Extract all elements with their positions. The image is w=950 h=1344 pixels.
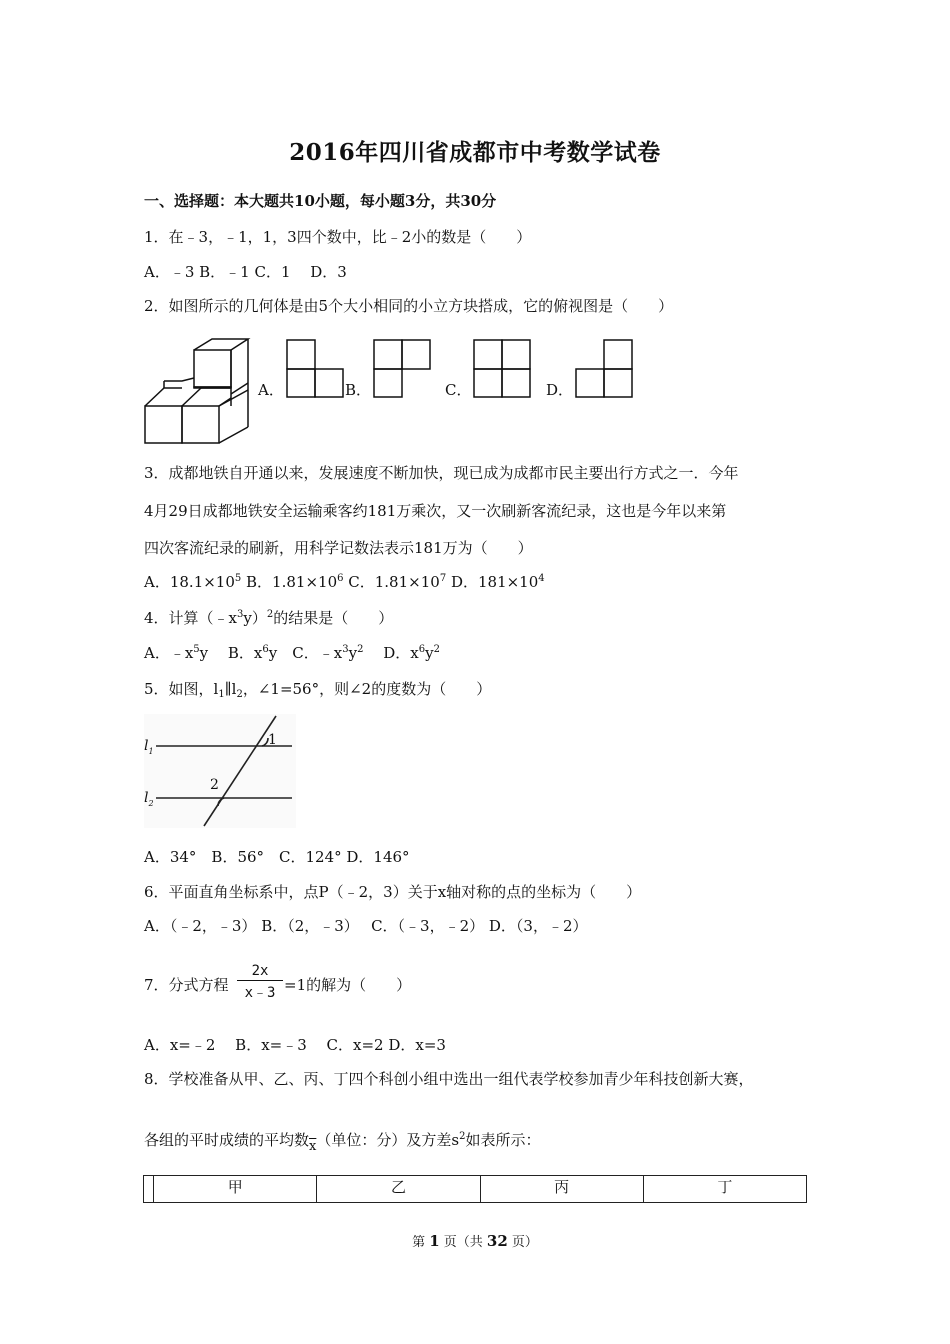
option-text: A．18.1×10 xyxy=(144,573,235,591)
fraction-denominator: x﹣3 xyxy=(244,985,276,1001)
question-4-stem xyxy=(144,607,393,628)
question-1-options: A．﹣3 B．﹣1 C．1 D．3 xyxy=(144,263,347,281)
line-l2-label: $l_2$ xyxy=(144,790,154,808)
exponent: 6 xyxy=(262,644,269,655)
option-text: y xyxy=(425,644,434,662)
exponent: 3 xyxy=(237,609,244,620)
table-header-cell: 甲 xyxy=(154,1176,317,1203)
stem-text: 如表所示： xyxy=(465,1131,541,1149)
option-text: C．1.81×10 xyxy=(343,573,440,591)
angle-2-label: 2 xyxy=(210,777,219,793)
stem-text: ，∠1=56°，则∠2的度数为（ ） xyxy=(242,680,492,698)
table-header-cell: 丁 xyxy=(643,1176,806,1203)
option-text: A．﹣x xyxy=(144,644,194,662)
section-heading: 一、选择题：本大题共10小题，每小题3分，共30分 xyxy=(144,192,497,210)
subscript: 1 xyxy=(218,689,225,700)
exponent: 4 xyxy=(538,573,545,584)
question-7-stem-a: 7．分式方程 xyxy=(144,976,229,994)
cube-solid-figure xyxy=(144,338,252,448)
exponent: 2 xyxy=(357,644,364,655)
stem-text: 各组的平时成绩的平均数 xyxy=(144,1131,310,1149)
stem-text: 的结果是（ ） xyxy=(273,609,394,627)
stem-text: ∥l xyxy=(224,680,237,698)
exponent: 3 xyxy=(342,644,349,655)
fraction xyxy=(237,963,283,1002)
footer-text: 第 xyxy=(412,1235,430,1250)
table-header-cell xyxy=(144,1176,154,1203)
question-3-line-3: 四次客流纪录的刷新，用科学记数法表示181万为（ ） xyxy=(144,539,533,557)
exponent: 6 xyxy=(418,644,426,655)
stem-text: （单位：分）及方差s xyxy=(316,1131,460,1149)
stem-text: 5．如图，l xyxy=(144,680,219,698)
option-d-top-view xyxy=(575,339,633,399)
line-l1-label: $l_1$ xyxy=(144,738,154,756)
exponent: 5 xyxy=(234,573,242,584)
option-text: y C．﹣x xyxy=(268,644,343,662)
parallel-lines-figure xyxy=(144,714,296,828)
footer-text: 页） xyxy=(507,1235,538,1250)
table-row xyxy=(144,1176,807,1203)
stem-text: 4．计算（﹣x xyxy=(144,609,238,627)
exponent: 6 xyxy=(337,573,344,584)
option-a-label: A． xyxy=(258,381,284,399)
question-8-line-2 xyxy=(144,1129,540,1154)
question-7-options: A．x=﹣2 B．x=﹣3 C．x=2 D．x=3 xyxy=(144,1036,446,1054)
option-text: D．181×10 xyxy=(446,573,539,591)
question-7-stem-b: =1的解为（ ） xyxy=(284,976,412,994)
option-c-top-view xyxy=(473,339,531,399)
page-title: 2016年四川省成都市中考数学试卷 xyxy=(289,139,661,166)
question-6-options: A．（﹣2，﹣3） B．（2，﹣3） C．（﹣3，﹣2） D．（3，﹣2） xyxy=(144,917,588,935)
question-1-stem: 1．在﹣3，﹣1，1，3四个数中，比﹣2小的数是（ ） xyxy=(144,228,532,246)
option-text: B．1.81×10 xyxy=(241,573,338,591)
footer-text: 页（共 xyxy=(439,1235,487,1250)
option-c-label: C． xyxy=(445,381,472,399)
question-6-stem: 6．平面直角坐标系中，点P（﹣2，3）关于x轴对称的点的坐标为（ ） xyxy=(144,883,642,901)
exponent: 5 xyxy=(193,644,200,655)
option-text: y xyxy=(348,644,358,662)
option-b-label: B． xyxy=(345,381,372,399)
question-3-options xyxy=(144,571,545,592)
question-5-options: A．34° B．56° C．124° D．146° xyxy=(144,848,410,866)
page-number: 1 xyxy=(429,1232,440,1250)
question-5-stem xyxy=(144,678,491,699)
option-d-label: D． xyxy=(546,381,574,399)
question-4-options xyxy=(144,642,440,663)
stem-text: y） xyxy=(243,609,267,627)
angle-1-label: 1 xyxy=(268,732,277,748)
exponent: 2 xyxy=(433,644,440,655)
table-header-cell: 丙 xyxy=(480,1176,643,1203)
exponent: 7 xyxy=(439,573,447,584)
mean-symbol: $\overline{x}$ xyxy=(309,1139,317,1154)
subscript: 2 xyxy=(236,689,243,700)
option-a-top-view xyxy=(286,339,344,399)
option-b-top-view xyxy=(373,339,431,399)
exponent: 2 xyxy=(266,609,274,620)
option-text: y B．x xyxy=(199,644,263,662)
question-3-line-2: 4月29日成都地铁安全运输乘客约181万乘次，又一次刷新客流纪录，这也是今年以来第 xyxy=(144,502,727,520)
question-3-line-1: 3．成都地铁自开通以来，发展速度不断加快，现已成为成都市民主要出行方式之一．今年 xyxy=(144,464,739,482)
question-8-line-1: 8．学校准备从甲、乙、丙、丁四个科创小组中选出一组代表学校参加青少年科技创新大赛， xyxy=(144,1070,754,1088)
question-2-stem: 2．如图所示的几何体是由5个大小相同的小立方块搭成，它的俯视图是（ ） xyxy=(144,297,674,315)
scores-table xyxy=(143,1175,807,1203)
fraction-numerator: 2x xyxy=(237,963,283,981)
exponent: 2 xyxy=(459,1131,466,1142)
option-text: D．x xyxy=(363,644,419,662)
total-pages: 32 xyxy=(486,1232,508,1250)
page-footer xyxy=(0,1231,950,1250)
table-header-cell: 乙 xyxy=(317,1176,480,1203)
